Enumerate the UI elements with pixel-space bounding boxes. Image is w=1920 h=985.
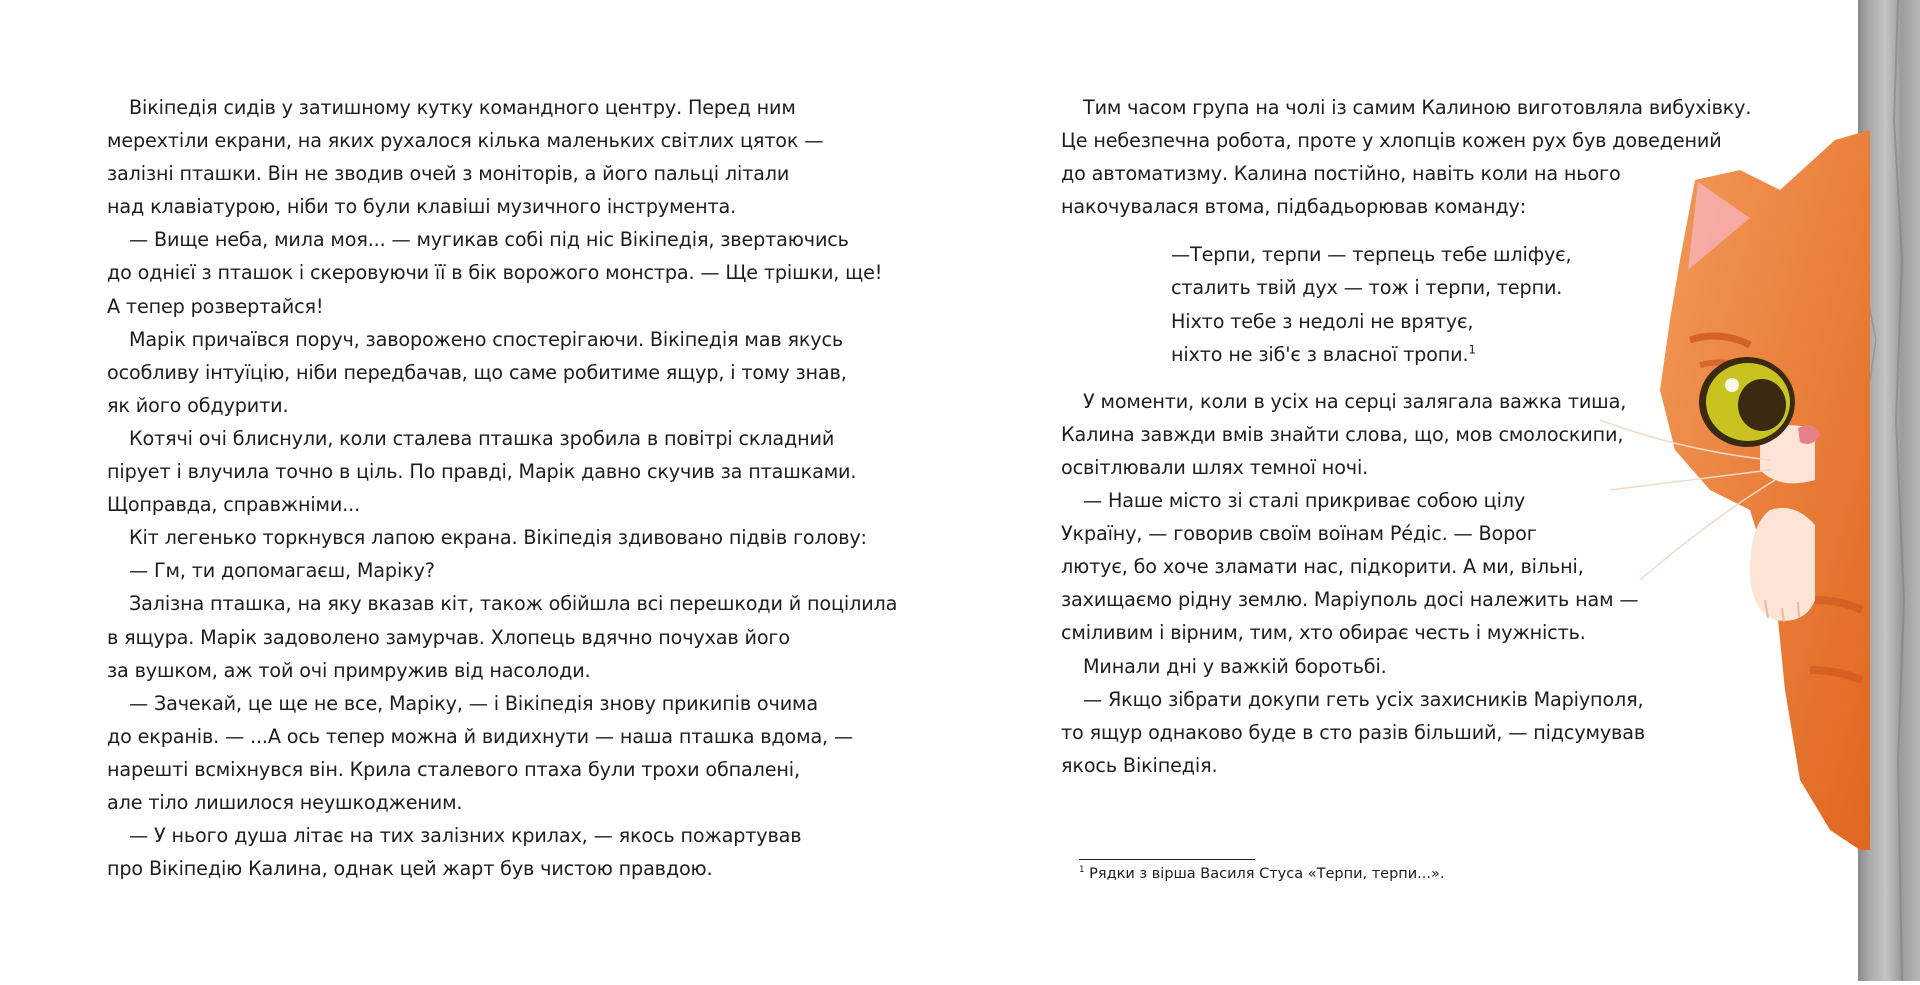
text-line: мерехтіли екрани, на яких рухалося кілька маленьких світлих цяток — [107, 129, 824, 153]
text-line: сміливим і вірним, тим, хто обирає честь і мужність. [1061, 621, 1586, 645]
text-line: Це небезпечна робота, проте у хлопців кожен рух був доведений [1061, 129, 1722, 153]
left-page-text [107, 91, 897, 885]
text-line: за вушком, аж той очі примружив від насолоди. [107, 658, 591, 682]
text-line: — Наше місто зі сталі прикриває собою цілу [1083, 489, 1526, 513]
text-line: лютує, бо хоче зламати нас, підкорити. А ми, вільні, [1061, 555, 1584, 579]
text-line: залізні пташки. Він не зводив очей з моніторів, а його пальці літали [107, 162, 790, 186]
text-line: Вікіпедія сидів у затишному кутку командного центру. Перед ним [129, 96, 796, 119]
text-line: то ящур однаково буде в сто разів більший, — підсумував [1061, 720, 1645, 744]
text-line: Минали дні у важкій боротьбі. [1083, 654, 1387, 678]
text-line: Тим часом група на чолі із самим Калиною виготовляла вибухівку. [1083, 96, 1752, 119]
text-line: — Вище неба, мила моя... — мугикав собі під ніс Вікіпедія, звертаючись [129, 228, 849, 252]
footnote-divider [1079, 859, 1255, 860]
text-line: Кіт легенько торкнувся лапою екрана. Вікіпедія здивовано підвів голову: [129, 526, 867, 550]
left-page [0, 0, 960, 981]
poem-line-text: сталить твій дух — тож і терпи, терпи. [1171, 276, 1563, 300]
footnote-text: Рядки з вірша Василя Стуса «Терпи, терпи...». [1084, 866, 1445, 882]
poem-line-text: Ніхто тебе з недолі не врятує, [1171, 309, 1474, 333]
text-line: Марік причаївся поруч, заворожено спостерігаючи. Вікіпедія мав якусь [129, 327, 844, 351]
text-line: У моменти, коли в усіх на серці залягала важка тиша, [1083, 389, 1627, 413]
text-line: А тепер розвертайся! [107, 294, 324, 318]
text-line: до однієї з пташок і скеровуючи її в бік ворожого монстра. — Ще трішки, ще! [107, 261, 883, 285]
text-line: якось Вікіпедія. [1061, 753, 1218, 777]
text-line: Україну, — говорив своїм воїнам Рéдіс. — Ворог [1061, 522, 1537, 546]
footnote [1079, 864, 1445, 884]
text-line: особливу інтуїцію, ніби передбачав, що саме робитиме ящур, і тому знав, [107, 360, 847, 384]
text-line: нарешті всміхнувся він. Крила сталевого птаха були трохи обпалені, [107, 757, 800, 781]
text-line: як його обдурити. [107, 393, 289, 417]
text-line: захищаємо рідну землю. Маріуполь досі належить нам — [1061, 588, 1639, 612]
text-line: — У нього душа літає на тих залізних крилах, — якось пожартував [129, 824, 802, 848]
footnote-reference: 1 [1468, 342, 1476, 357]
text-line: Щоправда, справжніми... [107, 493, 361, 517]
text-line: Калина завжди вмів знайти слова, що, мов смолоскипи, [1061, 422, 1624, 446]
text-line: але тіло лишилося неушкодженим. [107, 790, 463, 814]
orange-cat-peeking-icon [1600, 130, 1870, 850]
text-line: до автоматизму. Калина постійно, навіть коли на нього [1061, 162, 1621, 186]
text-line: над клавіатурою, ніби то були клавіші музичного інструмента. [107, 195, 737, 219]
text-line: накочувалася втома, підбадьорював команду: [1061, 195, 1527, 219]
text-line: освітлювали шлях темної ночі. [1061, 455, 1369, 479]
text-line: пірует і влучила точно в ціль. По правді, Марік давно скучив за пташками. [107, 460, 857, 484]
text-line: про Вікіпедію Калина, однак цей жарт був чистою правдою. [107, 857, 713, 881]
text-line: до екранів. — ...А ось тепер можна й видихнути — наша пташка вдома, — [107, 724, 853, 748]
text-line: Залізна пташка, на яку вказав кіт, також обійшла всі перешкоди й поцілила [129, 592, 898, 616]
footnote-mark: 1 [1079, 865, 1085, 876]
text-line: в ящура. Марік задоволено замурчав. Хлопець вдячно почухав його [107, 625, 790, 649]
text-line: — Зачекай, це ще не все, Маріку, — і Вікіпедія знову прикипів очима [129, 691, 818, 715]
text-line: Котячі очі блиснули, коли сталева пташка зробила в повітрі складний [129, 426, 835, 450]
text-line: — Якщо зібрати докупи геть усіх захисників Маріуполя, [1083, 687, 1644, 711]
poem-line-text: —Терпи, терпи — терпець тебе шліфує, [1171, 243, 1572, 267]
text-line: — Гм, ти допомагаєш, Маріку? [129, 559, 435, 583]
poem-line-text: ніхто не зіб'є з власної тропи. [1171, 342, 1469, 366]
